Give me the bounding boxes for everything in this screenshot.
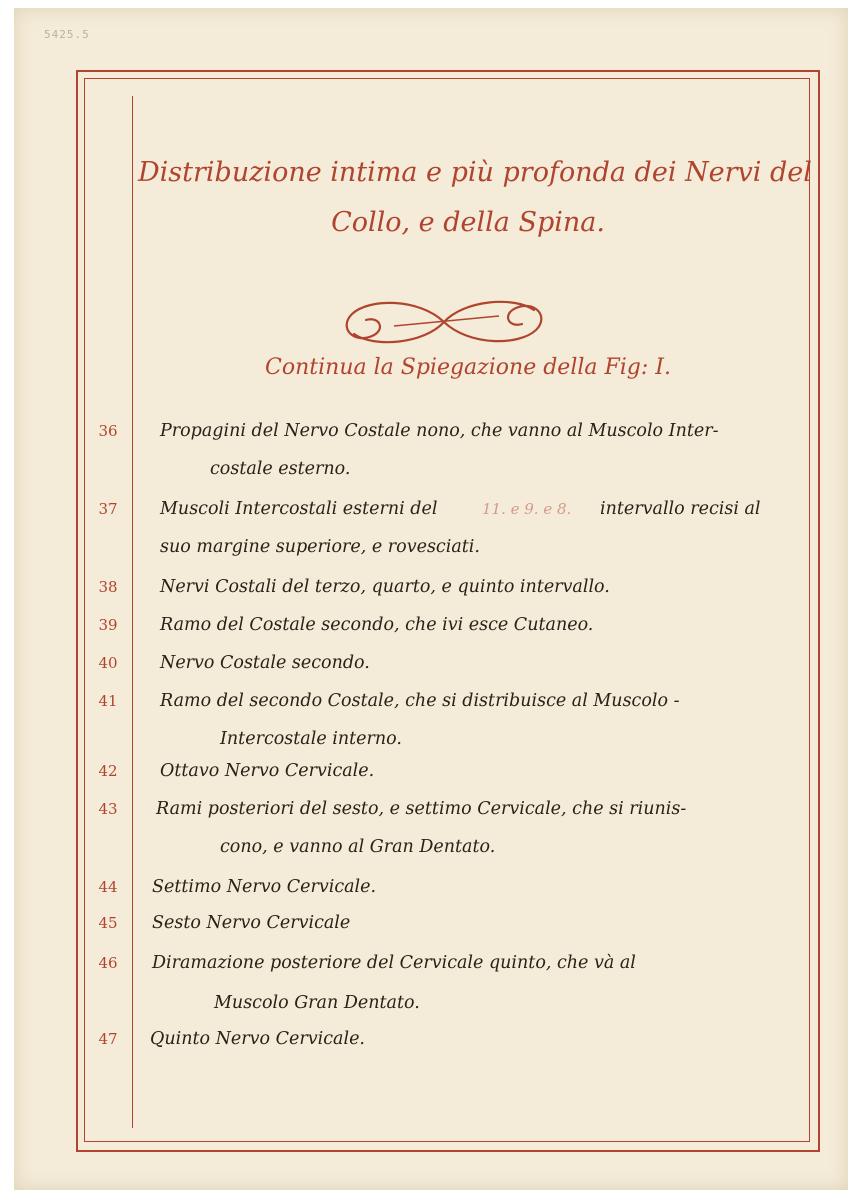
entry-text-line: Ramo del secondo Costale, che si distribuisce al Muscolo - (160, 691, 680, 711)
entry-number: 38 (98, 578, 118, 596)
entry-text-line: intervallo recisi al (600, 499, 761, 519)
entry-text-line: cono, e vanno al Gran Dentato. (220, 837, 496, 857)
entry-text-line: Ottavo Nervo Cervicale. (160, 761, 375, 781)
entry-text-line: Nervi Costali del terzo, quarto, e quinto intervallo. (160, 577, 610, 597)
entry-text-line: Settimo Nervo Cervicale. (152, 877, 377, 897)
entry-text-line: suo margine superiore, e rovesciati. (160, 537, 480, 557)
entry-number: 39 (98, 616, 118, 634)
entry-text-line: Rami posteriori del sesto, e settimo Cervicale, che si riunis- (156, 799, 687, 819)
entry-number: 41 (98, 692, 118, 710)
entry-text-line: Muscolo Gran Dentato. (214, 993, 420, 1013)
entry-text-line: Quinto Nervo Cervicale. (150, 1029, 365, 1049)
calligraphic-flourish (324, 286, 564, 356)
title-line-2: Collo, e della Spina. (331, 207, 605, 238)
entry-number: 44 (98, 878, 118, 896)
number-margin-rule (132, 96, 133, 1128)
entry-text-line: Intercostale interno. (220, 729, 402, 749)
entry-number: 37 (98, 500, 118, 518)
entry-text-line: Propagini del Nervo Costale nono, che vanno al Muscolo Inter- (160, 421, 719, 441)
entry-number: 42 (98, 762, 118, 780)
entry-number: 47 (98, 1030, 118, 1048)
entry-number: 36 (98, 422, 118, 440)
entry-number: 45 (98, 914, 118, 932)
entry-text-line: costale esterno. (210, 459, 351, 479)
entry-number: 43 (98, 800, 118, 818)
manuscript-page (14, 8, 848, 1190)
title-line-1: Distribuzione intima e più profonda dei Nervi del (138, 157, 812, 188)
entry-text-line: Nervo Costale secondo. (160, 653, 370, 673)
entry-number: 46 (98, 954, 118, 972)
section-subtitle: Continua la Spiegazione della Fig: I. (265, 355, 671, 380)
entry-number: 40 (98, 654, 118, 672)
pencil-note: 5425.5 (44, 28, 90, 41)
entry-text-line: Ramo del Costale secondo, che ivi esce Cutaneo. (160, 615, 594, 635)
page-title (138, 148, 812, 248)
entry-text-line: Sesto Nervo Cervicale (152, 913, 351, 933)
entry-text-line: Muscoli Intercostali esterni del (160, 499, 438, 519)
inserted-red-numbers: 11. e 9. e 8. (482, 500, 572, 518)
entry-text-line: Diramazione posteriore del Cervicale quinto, che và al (152, 953, 636, 973)
